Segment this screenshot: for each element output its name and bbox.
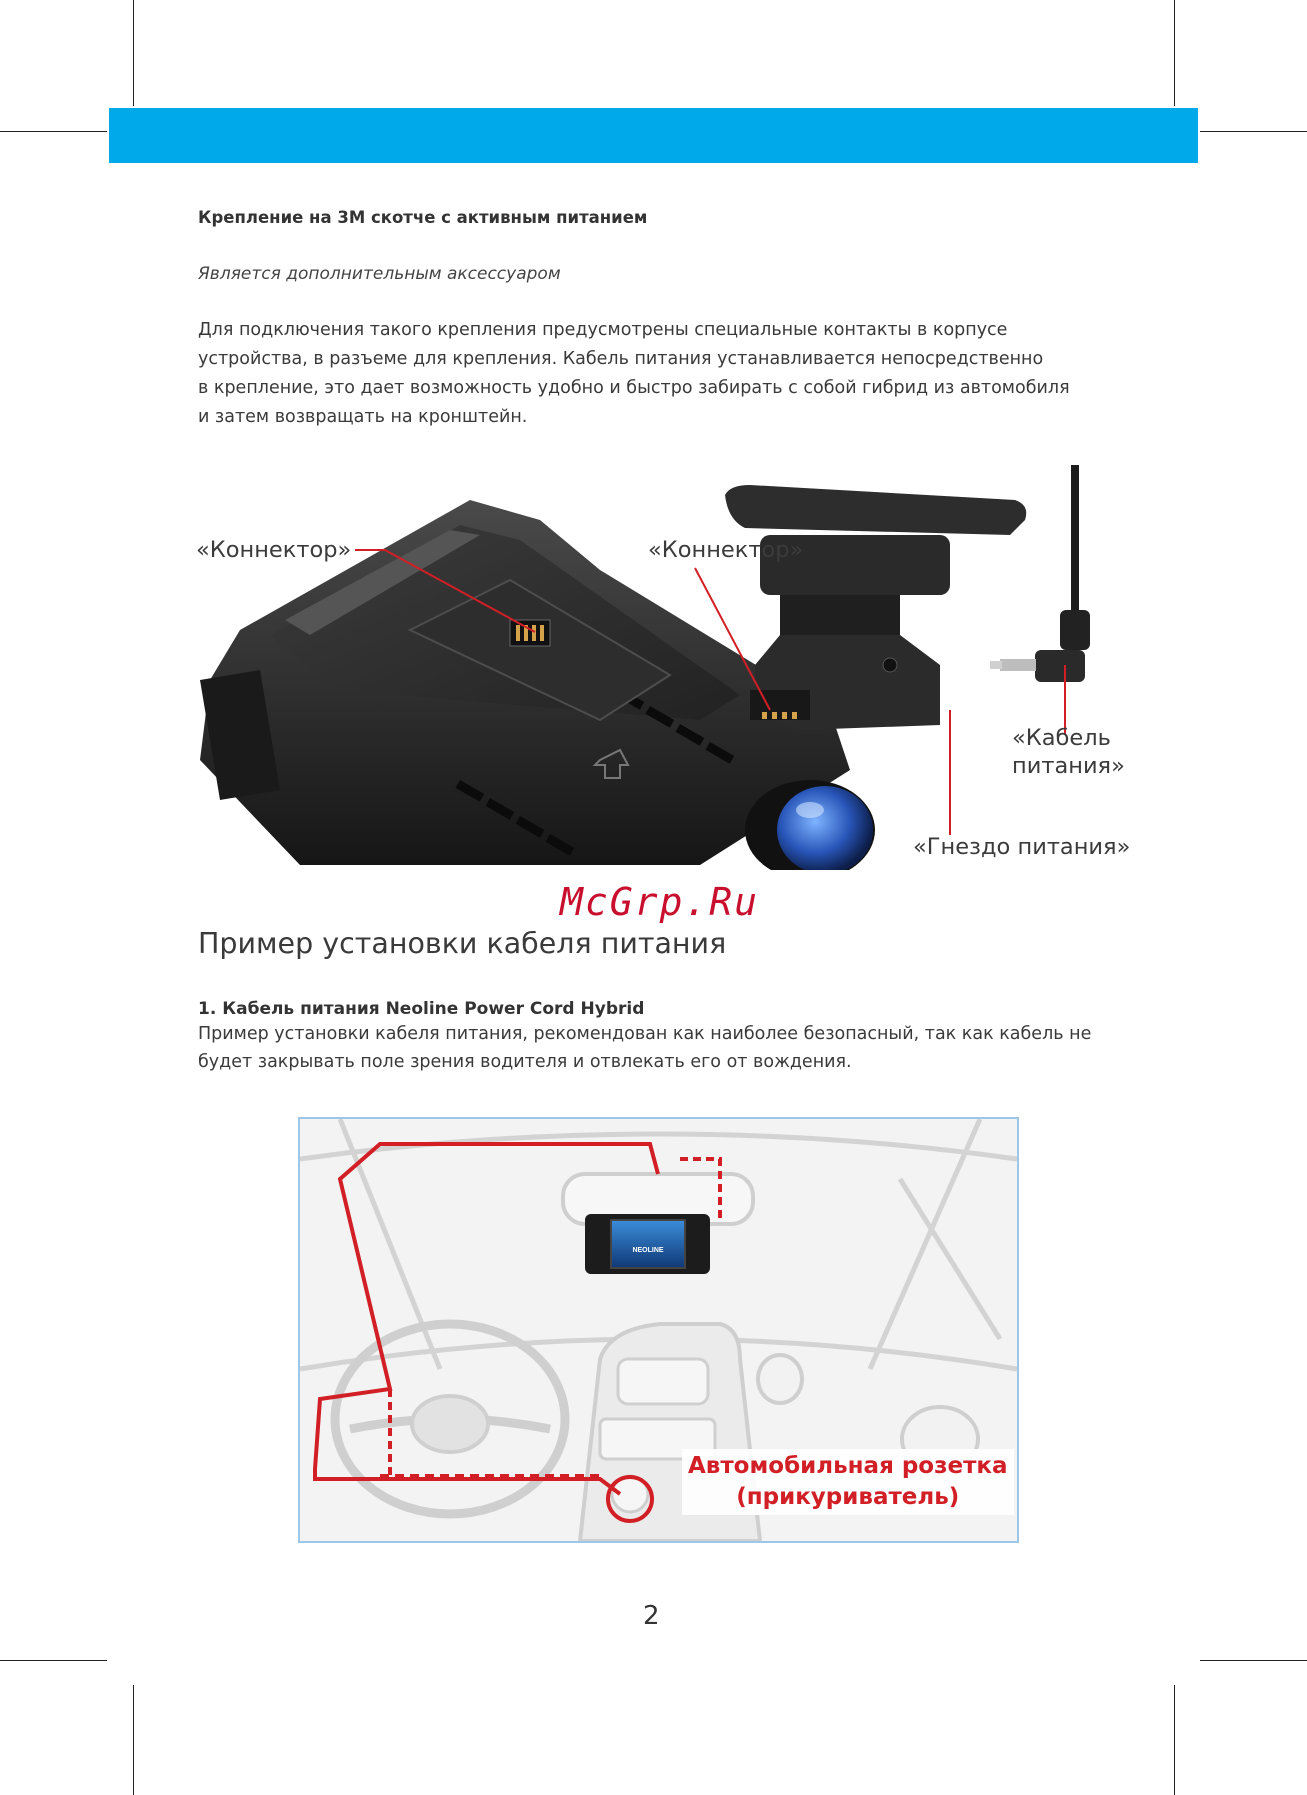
- crop-mark: [1200, 1660, 1307, 1661]
- connector-right-label: «Коннектор»: [648, 537, 804, 563]
- device-mount-figure: [180, 460, 1140, 870]
- section-heading: Пример установки кабеля питания: [198, 927, 727, 960]
- paragraph-line: устройства, в разъеме для крепления. Кабель питания устанавливается непосредственно: [198, 349, 1044, 369]
- paragraph-line: будет закрывать поле зрения водителя и отвлекать его от вождения.: [198, 1052, 852, 1072]
- watermark: McGrp.Ru: [560, 880, 760, 924]
- page-number: 2: [643, 1601, 660, 1631]
- crop-mark: [1174, 0, 1175, 106]
- paragraph-line: Для подключения такого крепления предусмотрены специальные контакты в корпусе: [198, 320, 1008, 340]
- section-paragraph: [198, 316, 1070, 432]
- crop-mark: [133, 0, 134, 106]
- crop-mark: [1174, 1685, 1175, 1795]
- item-paragraph: [198, 1020, 1091, 1076]
- socket-label-line: Автомобильная розетка: [688, 1453, 1008, 1479]
- device-brand: NEOLINE: [632, 1247, 664, 1254]
- paragraph-line: и затем возвращать на кронштейн.: [198, 407, 528, 427]
- crop-mark: [1200, 131, 1307, 132]
- header-bar: [109, 108, 1198, 163]
- car-interior-diagram: [298, 1117, 1019, 1543]
- socket-label-line: (прикуриватель): [736, 1484, 960, 1510]
- socket-label: [682, 1449, 1014, 1515]
- section-title: Крепление на 3M скотче с активным питанием: [198, 208, 648, 227]
- crop-mark: [0, 131, 107, 132]
- paragraph-line: в крепление, это дает возможность удобно и быстро забирать с собой гибрид из автомобиля: [198, 378, 1070, 398]
- connector-left-label: «Коннектор»: [196, 537, 352, 563]
- power-socket-label: «Гнездо питания»: [913, 834, 1131, 860]
- power-cable-label: [1012, 724, 1125, 780]
- power-cable: [990, 465, 1090, 682]
- section-subtitle: Является дополнительным аксессуаром: [198, 264, 561, 284]
- crop-mark: [133, 1685, 134, 1795]
- neoline-device: [585, 1214, 710, 1274]
- device-screen: [610, 1219, 686, 1269]
- power-cable-label-line: питания»: [1012, 753, 1125, 779]
- mount-body: [725, 485, 1026, 730]
- power-cable-label-line: «Кабель: [1012, 725, 1111, 751]
- item-title: 1. Кабель питания Neoline Power Cord Hybrid: [198, 999, 645, 1019]
- crop-mark: [0, 1660, 107, 1661]
- paragraph-line: Пример установки кабеля питания, рекомендован как наиболее безопасный, так как кабель не: [198, 1024, 1092, 1044]
